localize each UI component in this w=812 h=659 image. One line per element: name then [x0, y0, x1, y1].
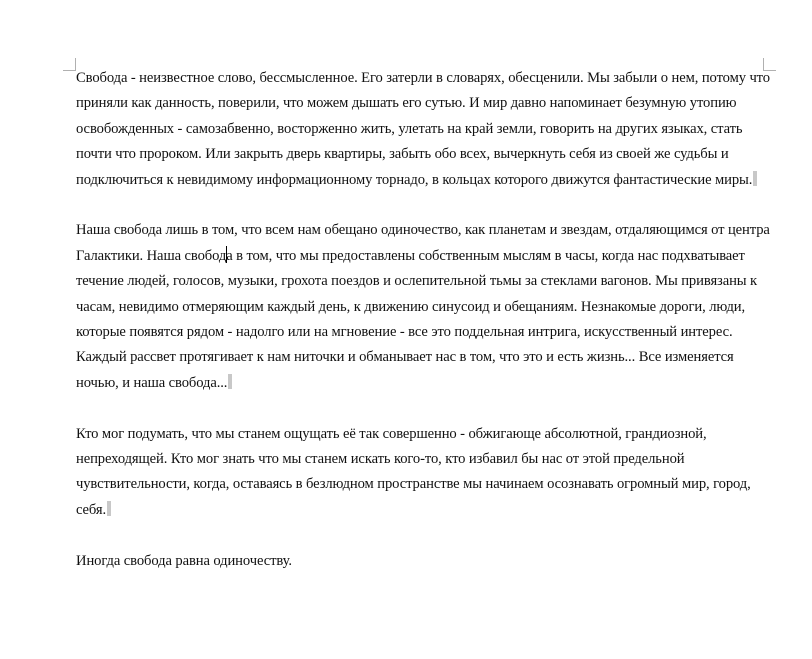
paragraph-mark-icon — [107, 501, 111, 516]
paragraph-4-text: Иногда свобода равна одиночеству. — [76, 552, 292, 569]
paragraph-2[interactable] — [76, 218, 776, 396]
document-text-area[interactable] — [76, 66, 776, 599]
margin-corner-marker-left — [63, 58, 76, 71]
paragraph-2-text-after-cursor: а в том, что мы предоставлены собственным мыслям в часы, когда нас подхватывает течение людей, голосов, музыки, грохота поездов и ослепительной тьмы за стеклами вагонов. Мы привязаны к часам, невидимо отмеряющим каждый день, к движению синусоид и обещаниям. Незнакомые дороги, люди, которые появятся рядом - надолго или на мгновение - все это поддельная интрига, искусственный интерес. Каждый рассвет протягивает к нам ниточки и обманывает нас в том, что это и есть жизнь... Все изменяется ночью, и наша свобода... — [76, 247, 758, 391]
paragraph-mark-icon — [753, 171, 757, 186]
paragraph-mark-icon — [228, 374, 232, 389]
paragraph-1[interactable] — [76, 66, 776, 193]
paragraph-2-text-before-cursor: Наша свобода лишь в том, что всем нам обещано одиночество, как планетам и звездам, отдаляющимся от центра Галактики. Наша свобод — [76, 222, 770, 264]
paragraph-3[interactable] — [76, 422, 776, 524]
paragraph-1-text: Свобода - неизвестное слово, бессмысленное. Его затерли в словарях, обесценили. Мы забыли о нем, потому что приняли как данность, поверили, что можем дышать его сутью. И мир давно напоминает безумную утопию освобожденных - самозабвенно, восторженно жить, улетать на край земли, говорить на других языках, стать почти что пророком. Или закрыть дверь квартиры, забыть обо всех, вычеркнуть себя из своей же судьбы и подключиться к невидимому информационному торнадо, в кольцах которого движутся фантастические миры. — [76, 70, 770, 188]
paragraph-4[interactable] — [76, 549, 776, 574]
paragraph-3-text: Кто мог подумать, что мы станем ощущать её так совершенно - обжигающе абсолютной, грандиозной, непреходящей. Кто мог знать что мы станем искать кого-то, кто избавил бы нас от этой предельной чувствительности, когда, оставаясь в безлюдном пространстве мы начинаем осознавать огромный мир, город, себя. — [76, 425, 751, 518]
